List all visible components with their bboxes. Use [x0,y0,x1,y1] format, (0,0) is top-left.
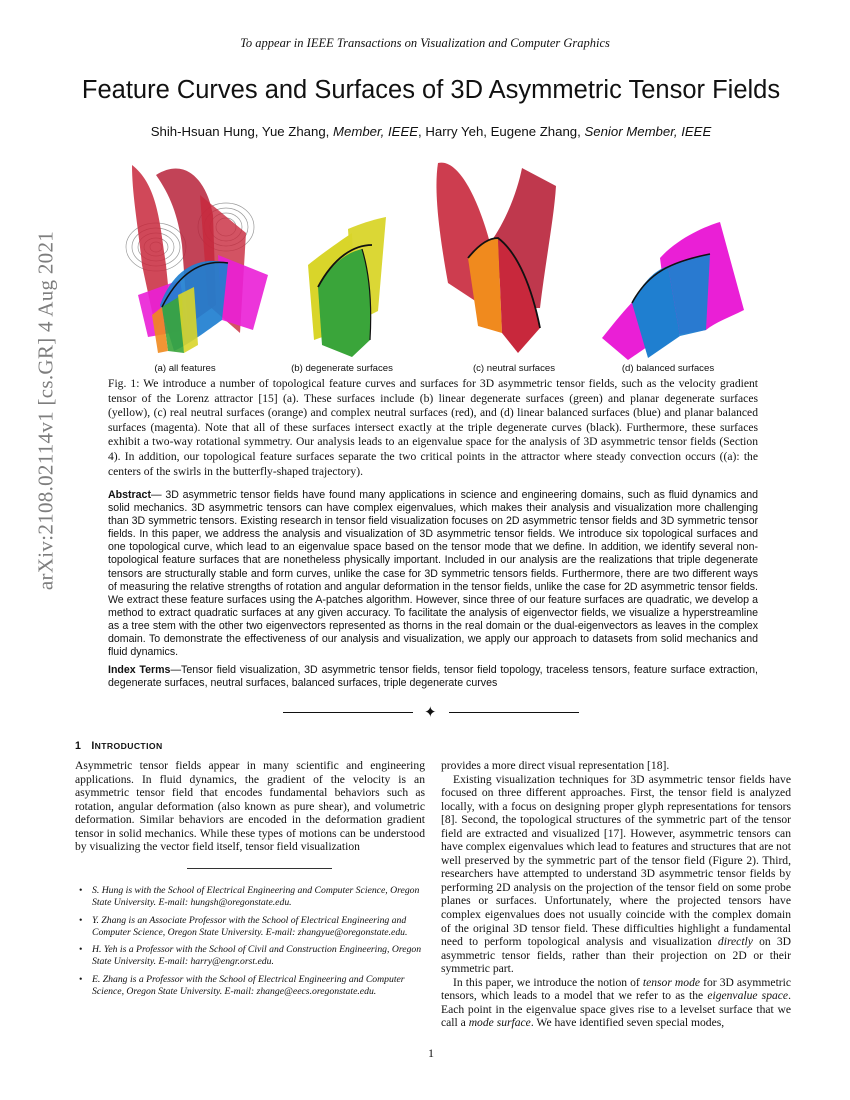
subcaption-d: (d) balanced surfaces [621,363,715,374]
author-list [0,124,850,139]
divider-ornament-icon: ✦ [424,705,437,721]
text-run: . We have identified seven special modes, [530,1016,725,1030]
index-terms-text: —Tensor field visualization, 3D asymmetric tensor fields, tensor field topology, traceless tensors, feature surface extraction, degenerate surfaces, neutral surfaces, balanced surfaces, triple degenerate curves [108,664,758,690]
figure-panel-all-features [118,155,268,360]
section-heading [75,740,163,752]
abstract [108,489,758,659]
section-divider [283,706,579,720]
authors-part: Shih-Hsuan Hung, Yue Zhang, [150,124,334,139]
page-title: Feature Curves and Surfaces of 3D Asymmetric Tensor Fields [81,76,781,104]
footnotes [75,885,425,1003]
text-run: . Each point in the eigenvalue space gives rise to a levelset surface that we call a [441,989,791,1030]
footnote [75,974,425,999]
index-terms-label: Index Terms [108,664,171,676]
figure-panel-balanced-surfaces [598,218,748,363]
footnote-text: S. Hung is with the School of Electrical Engineering and Computer Science, Oregon State University. E-mail: hungsh@oregonstate.edu. [92,885,420,909]
footnote [75,885,425,910]
section-title-rest: NTRODUCTION [94,741,163,751]
bullet-icon: • [79,973,83,985]
abstract-label: Abstract [108,489,151,501]
figure-caption: Fig. 1: We introduce a number of topological feature curves and surfaces for 3D asymmetric tensor fields, such as the velocity gradient tensor of the Lorenz attractor [15] (a). These surfaces include (b) linear degenerate surfaces (green) and planar degenerate surfaces (yellow), (c) real neutral surfaces (orange) and complex neutral surfaces (red), and (d) linear balanced surfaces (blue) and planar balanced surfaces (magenta). Note that all of these surfaces intersect exactly at the triple degenerate curves (black). Furthermore, these surfaces exhibit a two-way rotational symmetry. Our analysis leads to an eigenvalue space for the analysis of 3D asymmetric tensor fields (Section 4). In addition, our topological feature surfaces separate the two critical points in the attractor where steady convection occurs ((a): the centers of the swirls in the butterfly-shaped trajectory). [108,377,758,478]
author-role: Member, IEEE [333,124,419,139]
emphasis: tensor mode [642,975,701,989]
figure-panel-neutral-surfaces [428,158,578,363]
author-role: Senior Member, IEEE [584,124,712,139]
bullet-icon: • [79,914,83,926]
authors-part: , Harry Yeh, Eugene Zhang, [418,124,585,139]
bullet-icon: • [79,944,83,956]
subcaption-b: (b) degenerate surfaces [291,363,393,374]
bullet-icon: • [79,885,83,896]
figure-panel-degenerate-surfaces [300,215,390,360]
paragraph [441,976,791,1030]
footnote [75,944,425,969]
text-run: In this paper, we introduce the notion of [453,975,643,989]
body-column-left [75,759,425,854]
subcaption-a: (a) all features [154,363,216,374]
divider-line [449,712,579,713]
footnote-rule [187,868,332,869]
text-run: Existing visualization techniques for 3D asymmetric tensor fields have focused on three different approaches. First, the tensor field is analyzed locally, with a focus on designing proper glyph representations for tensors [8]. Second, the topological structures of the symmetric part of the tensor field are extracted and visualized [17]. However, asymmetric tensors can have complex eigenvalues which lead to features and structures that are not well preserved by the symmetric part of the tensor field (Figure 2). Third, researchers have attempted to understand 3D asymmetric tensor fields by performing 2D analysis on the projection of the tensor field on some probe planes or surfaces. Unfortunately, where the projected tensors have complex eigenvalues does not usually coincide with the complex domain of the original 3D tensor field. These difficulties highlight a fundamental need to perform topological analysis and visualization [441,772,791,949]
text-run: on 3D asymmetric tensor fields, rather than their projection on 2D or their symmetric part. [441,935,792,976]
footnote-text: E. Zhang is a Professor with the School of Electrical Engineering and Computer Science, Oregon State University. E-mail: zhange@eecs.oregonstate.edu. [92,973,405,998]
footnote-text: H. Yeh is a Professor with the School of Civil and Construction Engineering, Oregon State University. E-mail: harry@engr.orst.edu. [92,944,422,968]
body-column-right [441,759,791,1030]
abstract-text: — 3D asymmetric tensor fields have found many applications in science and engineering domains, such as fluid dynamics and solid mechanics. 3D asymmetric tensors can have complex eigenvalues, which makes their analysis and visualization more challenging than 3D symmetric tensors. Existing research in tensor field visualization focuses on 2D asymmetric tensor fields and 3D symmetric tensor fields. In this paper, we address the analysis and visualization of 3D asymmetric tensor fields. We introduce six topological surfaces and one topological curve, which lead to an eigenvalue space based on the tensor mode that we define. In addition, we identify several non-topological feature surfaces that are nonetheless physically important. Included in our analysis are the realizations that triple degenerate tensors are structurally stable and form curves, unlike the case for 3D symmetric tensors fields. Furthermore, there are two different ways of measuring the relative strengths of rotation and angular deformation in the tensor fields, unlike the case for 2D asymmetric tensor fields. We extract these feature surfaces using the A-patches algorithm. However, since three of our feature surfaces are quadratic, we develop a method to extract quadratic surfaces at any given accuracy. To facilitate the analysis of eigenvector fields, we visualize a hyperstreamline as a tree stem with the other two eigenvectors represented as thorns in the real domain or the dual-eigenvectors as leaves in the complex domain. To demonstrate the effectiveness of our analysis and visualization, we apply our approach to datasets from solid mechanics and fluid dynamics. [108,489,758,659]
emphasis: eigenvalue space [707,989,789,1003]
paragraph: Asymmetric tensor fields appear in many scientific and engineering applications. In fluid dynamics, the gradient of the velocity is an asymmetric tensor field that encodes fundamental behaviors such as rotation, angular deformation (also known as pure shear), and volumetric deformation. Similar behaviors are encoded in the deformation gradient tensor in solid mechanics. While these types of motions can be understood by visualizing the vector field itself, tensor field visualization [75,759,425,854]
text-run: for 3D asymmetric tensors, which leads to a model that we refer to as the [441,975,792,1003]
divider-line [283,712,413,713]
arxiv-stamp-text: arXiv:2108.02114v1 [cs.GR] 4 Aug 2021 [33,230,58,591]
arxiv-stamp [33,230,58,591]
section-number: 1 [75,740,82,752]
footnote-text: Y. Zhang is an Associate Professor with the School of Electrical Engineering and Computer Science, Oregon State University. E-mail: zhangyue@oregonstate.edu. [92,914,408,938]
index-terms [108,664,758,690]
section-title-initial: I [91,740,95,752]
paragraph [441,773,791,976]
emphasis: mode surface [468,1016,531,1030]
subcaption-c: (c) neutral surfaces [472,363,556,374]
page-number: 1 [428,1046,434,1060]
footnote [75,915,425,940]
paragraph: provides a more direct visual representation [18]. [441,759,670,772]
emphasis: directly [717,935,753,949]
journal-line: To appear in IEEE Transactions on Visualization and Computer Graphics [240,36,610,50]
